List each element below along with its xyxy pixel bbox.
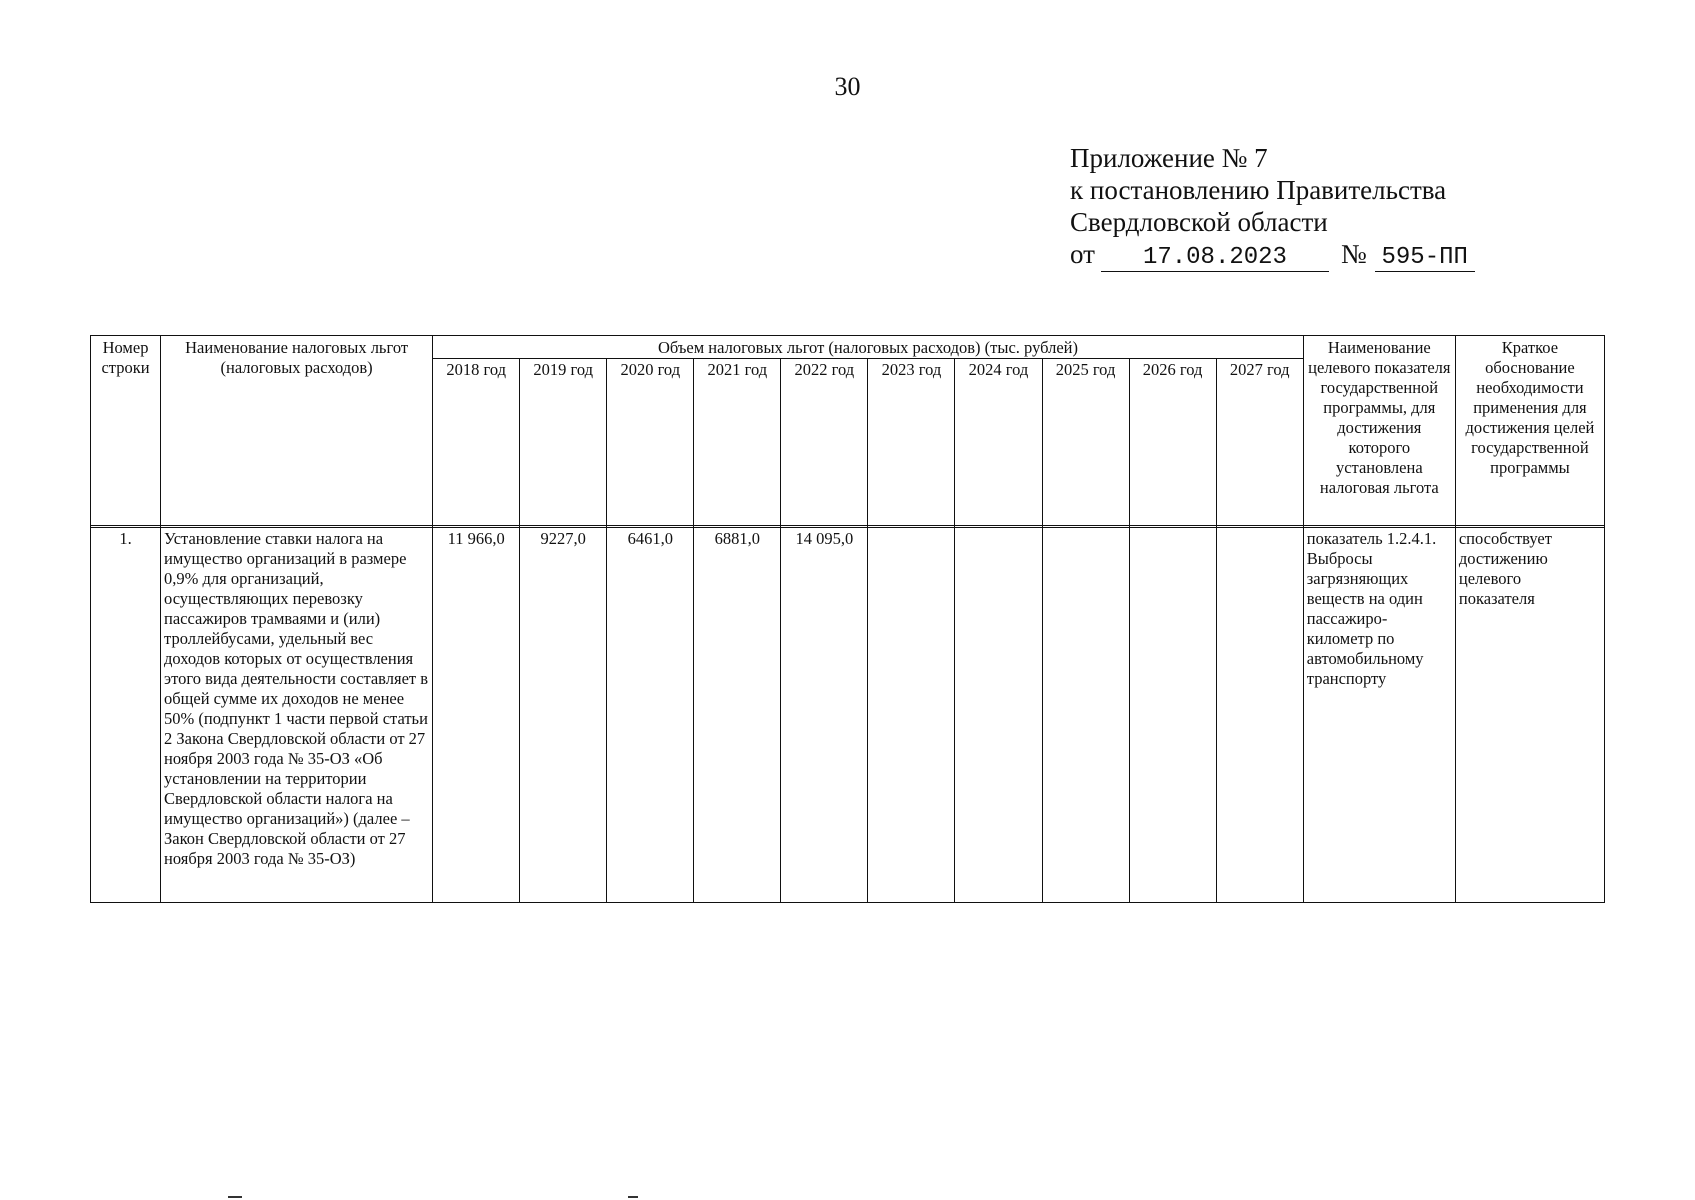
scan-artifact: [628, 1196, 638, 1198]
header-year: 2026 год: [1129, 359, 1216, 526]
scan-artifact: [228, 1196, 242, 1198]
value-cell: [1129, 528, 1216, 903]
appendix-header: [1070, 142, 1475, 272]
indicator-cell: показатель 1.2.4.1. Выбросы загрязняющих веществ на один пассажиро-километр по автомобильному транспорту: [1303, 528, 1455, 903]
benefit-name-cell: Установление ставки налога на имущество организаций в размере 0,9% для организаций, осуществляющих перевозку пассажиров трамваями и (или) троллейбусами, удельный вес доходов которых от осуществления этого вида деятельности составляет в общей сумме их доходов не менее 50% (подпункт 1 части первой статьи 2 Закона Свердловской области от 27 ноября 2003 года № 35-ОЗ «Об установлении на территории Свердловской области налога на имущество организаций») (далее – Закон Свердловской области от 27 ноября 2003 года № 35-ОЗ): [161, 528, 433, 903]
tax-benefits-table: [90, 335, 1605, 903]
header-year: 2019 год: [520, 359, 607, 526]
row-number-cell: 1.: [91, 528, 161, 903]
header-year: 2025 год: [1042, 359, 1129, 526]
date-label: от: [1070, 239, 1095, 269]
appendix-title: Приложение № 7: [1070, 143, 1268, 173]
justification-cell: способствует достижению целевого показателя: [1455, 528, 1604, 903]
header-row-number: Номер строки: [91, 336, 161, 526]
appendix-region: Свердловской области: [1070, 207, 1328, 237]
header-year: 2021 год: [694, 359, 781, 526]
header-volume: Объем налоговых льгот (налоговых расходов) (тыс. рублей): [433, 336, 1304, 359]
header-indicator: Наименование целевого показателя государственной программы, для достижения которого установлена налоговая льгота: [1303, 336, 1455, 526]
value-cell: 6881,0: [694, 528, 781, 903]
value-cell: 14 095,0: [781, 528, 868, 903]
appendix-resolution: к постановлению Правительства: [1070, 175, 1447, 205]
value-cell: 6461,0: [607, 528, 694, 903]
number-value: 595-ПП: [1375, 245, 1475, 272]
value-cell: 9227,0: [520, 528, 607, 903]
header-year: 2023 год: [868, 359, 955, 526]
header-year: 2024 год: [955, 359, 1042, 526]
value-cell: [868, 528, 955, 903]
header-justification: Краткое обоснование необходимости применения для достижения целей государственной программы: [1455, 336, 1604, 526]
date-value: 17.08.2023: [1101, 245, 1329, 272]
value-cell: [955, 528, 1042, 903]
appendix-date-line: [1070, 238, 1475, 272]
header-year: 2018 год: [433, 359, 520, 526]
header-year: 2027 год: [1216, 359, 1303, 526]
value-cell: [1216, 528, 1303, 903]
number-label: №: [1340, 239, 1367, 269]
header-benefit-name: Наименование налоговых льгот (налоговых расходов): [161, 336, 433, 526]
page-number: 30: [834, 72, 861, 101]
header-year: 2020 год: [607, 359, 694, 526]
value-cell: 11 966,0: [433, 528, 520, 903]
header-year: 2022 год: [781, 359, 868, 526]
value-cell: [1042, 528, 1129, 903]
table-row: [91, 528, 1605, 903]
